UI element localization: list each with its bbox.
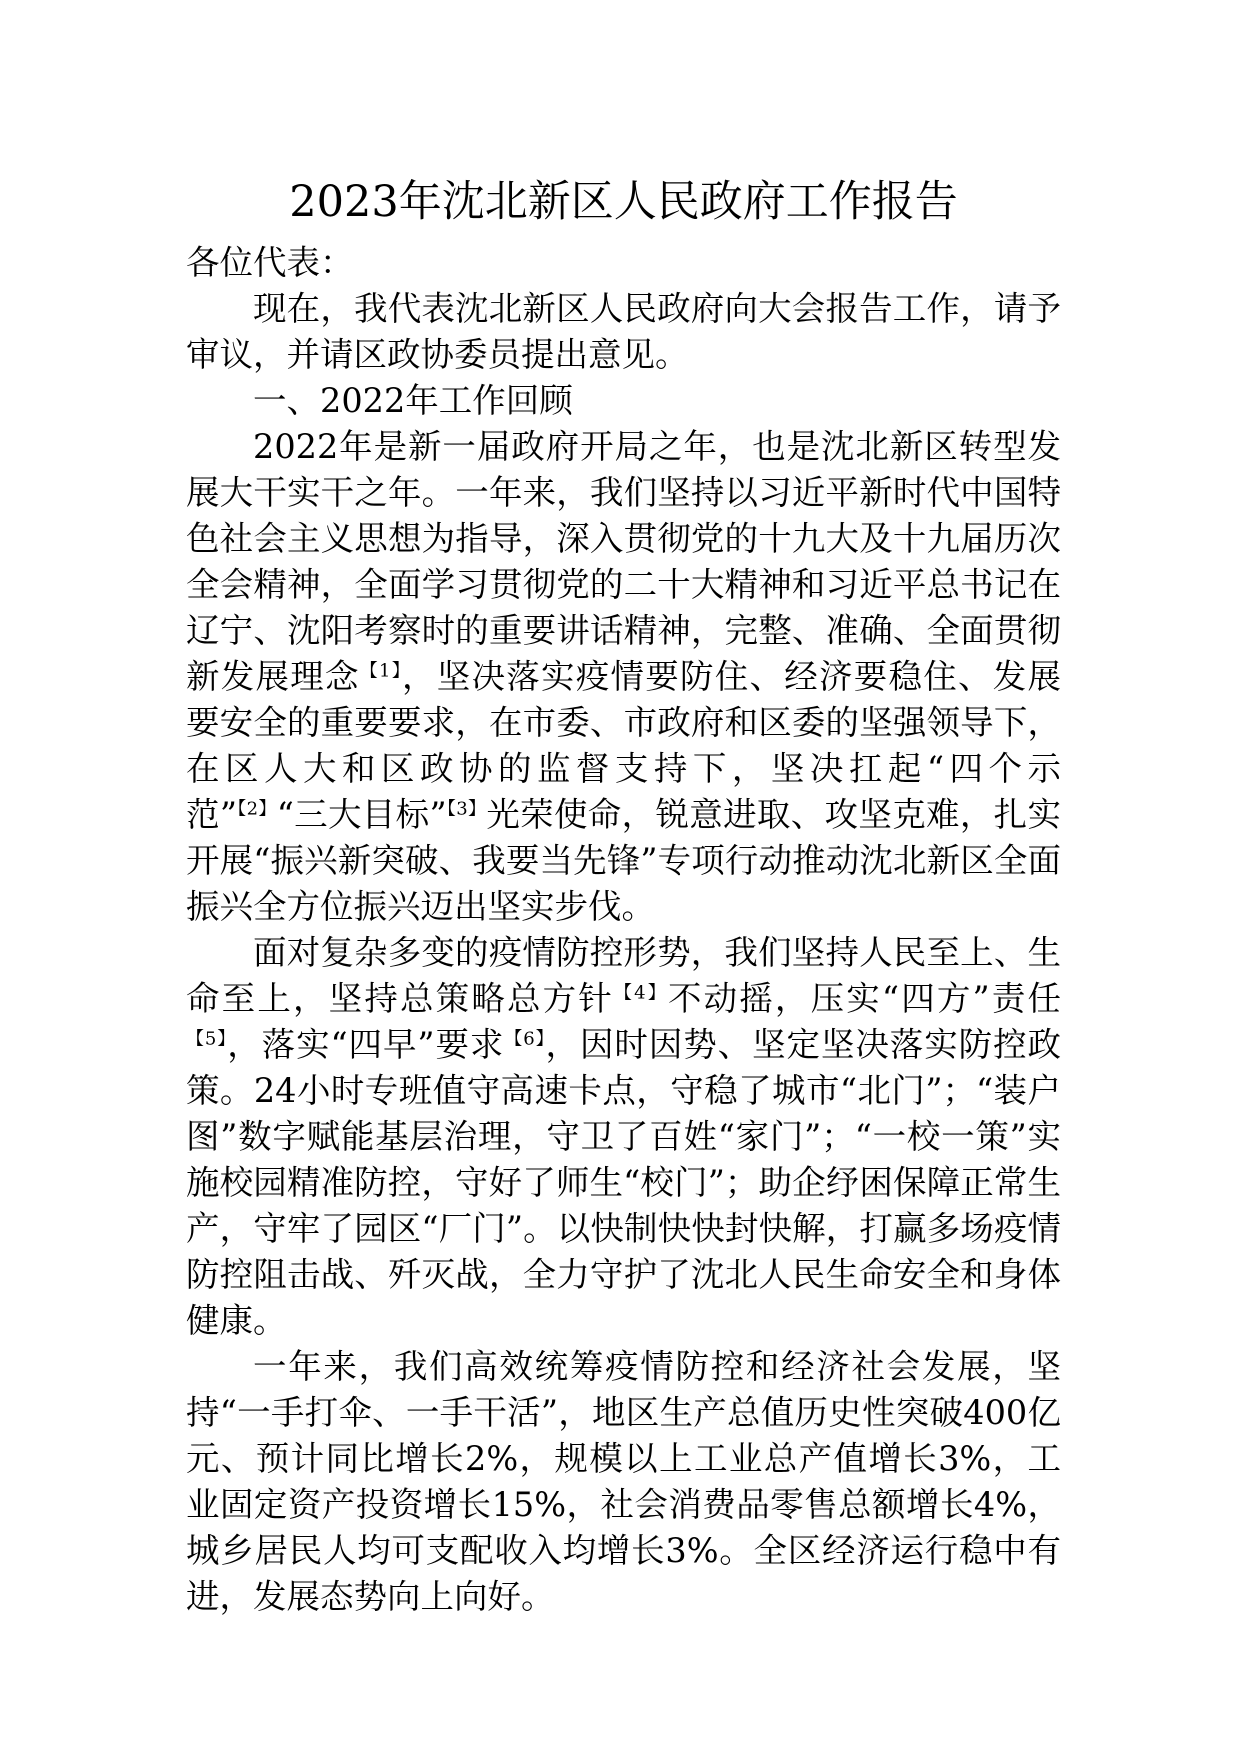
paragraph-text: 面对复杂多变的疫情防控形势，我们坚持人民至上、生命至上，坚持总策略总方针 <box>186 933 1061 1018</box>
paragraph-text: ，因时因势、坚定坚决落实防控政策。24小时专班值守高速卡点，守稳了城市“北门”；“装户图”数字赋能基层治理，守卫了百姓“家门”；“一校一策”实施校园精准防控，守好了师生“校门”；助企纾困保障正常生产，守牢了园区“厂门”。以快制快快封快解，打赢多场疫情防控阻击战、歼灭战，全力守护了沈北人民生命安全和身体健康。 <box>186 1025 1061 1340</box>
section-heading-review: 一、2022年工作回顾 <box>253 381 573 420</box>
paragraph-epidemic <box>186 930 1061 1344</box>
paragraph-economy: 一年来，我们高效统筹疫情防控和经济社会发展，坚持“一手打伞、一手干活”，地区生产总值历史性突破400亿元、预计同比增长2%，规模以上工业总产值增长3%，工业固定资产投资增长15%，社会消费品零售总额增长4%，城乡居民人均可支配收入均增长3%。全区经济运行稳中有进，发展态势向上向好。 <box>186 1347 1061 1616</box>
footnote-ref-5: 【5】 <box>186 1028 228 1050</box>
document-page <box>186 168 1061 1620</box>
paragraph-overview <box>186 424 1061 930</box>
paragraph-text: 不动摇，压实“四方”责任 <box>667 979 1062 1018</box>
footnote-ref-1: 【1】 <box>359 660 402 682</box>
paragraph-text: ，落实“四早”要求 <box>227 1025 505 1064</box>
footnote-ref-6: 【6】 <box>504 1028 546 1050</box>
paragraph-text: 2022年是新一届政府开局之年，也是沈北新区转型发展大干实干之年。一年来，我们坚持以习近平新时代中国特色社会主义思想为指导，深入贯彻党的十九大及十九届历次全会精神，全面学习贯彻党的二十大精神和习近平总书记在辽宁、沈阳考察时的重要讲话精神，完整、准确、全面贯彻新发展理念 <box>186 427 1061 696</box>
document-title: 2023年沈北新区人民政府工作报告 <box>289 177 958 227</box>
footnote-ref-3: 【3】 <box>446 798 487 820</box>
footnote-ref-4: 【4】 <box>613 982 668 1004</box>
paragraph-text: “三大目标” <box>276 795 447 834</box>
footnote-ref-2: 【2】 <box>236 798 277 820</box>
salutation: 各位代表： <box>186 243 354 282</box>
paragraph-intro: 现在，我代表沈北新区人民政府向大会报告工作，请予审议，并请区政协委员提出意见。 <box>186 289 1061 374</box>
paragraph-text: ，坚决落实疫情要防住、经济要稳住、发展要安全的重要要求，在市委、市政府和区委的坚强领导下，在区人大和区政协的监督支持下，坚决扛起“四个示范” <box>186 657 1062 834</box>
paragraph-text: 光荣使命，锐意进取、攻坚克难，扎实开展“振兴新突破、我要当先锋”专项行动推动沈北新区全面振兴全方位振兴迈出坚实步伐。 <box>186 795 1061 926</box>
